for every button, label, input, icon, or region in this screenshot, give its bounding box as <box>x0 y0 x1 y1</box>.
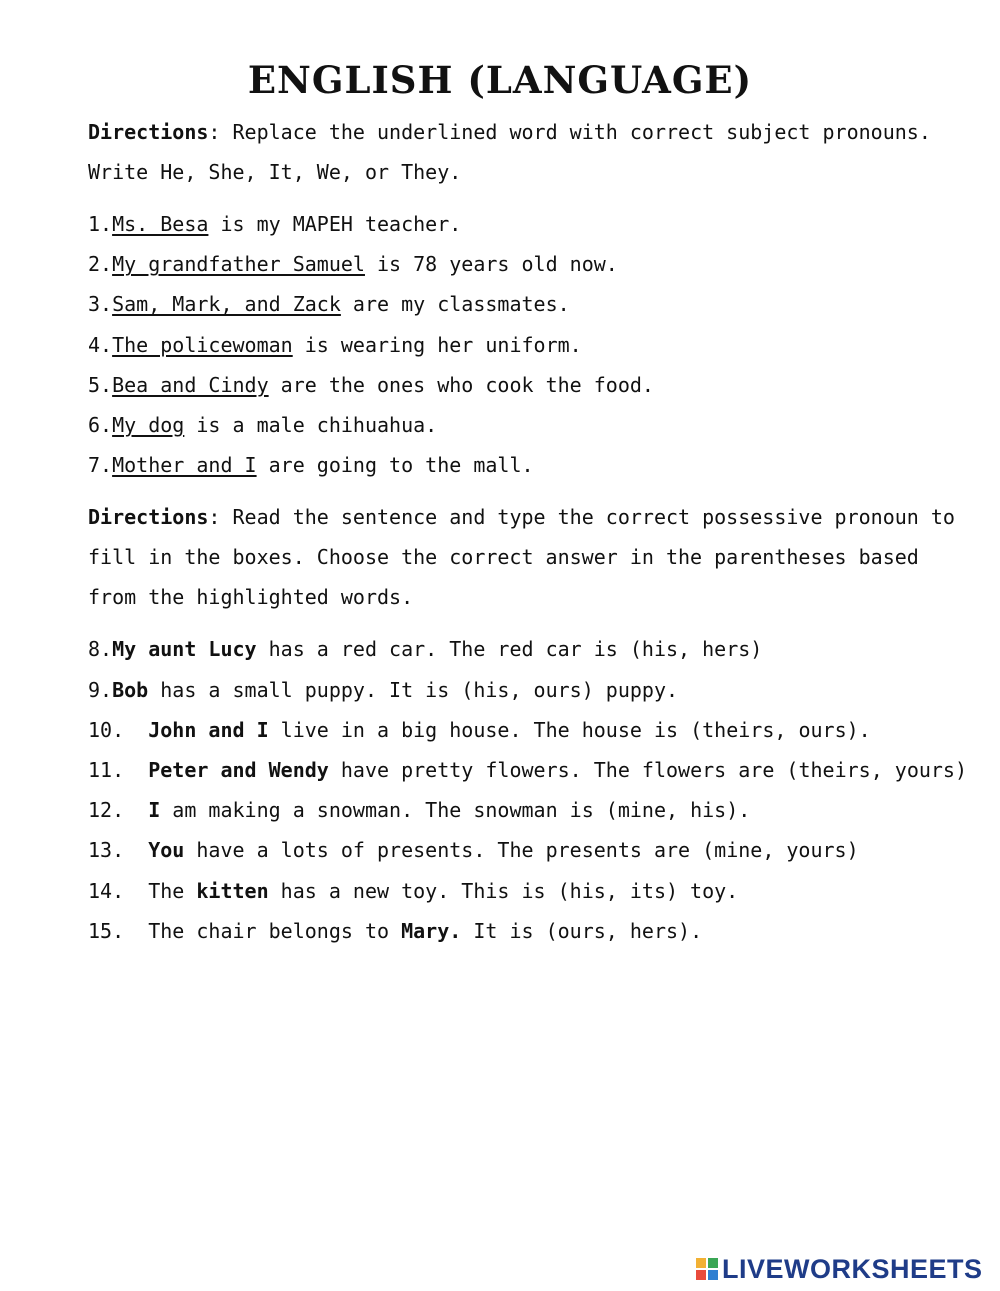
question-prefix: The <box>124 878 197 903</box>
question-prefix <box>124 798 148 822</box>
question-number: 2. <box>88 252 113 277</box>
question-text: have pretty flowers. The flowers are (theirs, yours) <box>328 758 968 783</box>
liveworksheets-logo <box>696 1254 983 1284</box>
question-text: live in a big house. The house is (theirs, ours). <box>268 717 871 742</box>
question-number: 9. <box>88 677 113 702</box>
highlighted-words: John and I <box>148 717 269 742</box>
underlined-subject: My grandfather Samuel <box>112 252 365 277</box>
question-number: 6. <box>88 413 113 438</box>
question-number: 14. <box>88 878 125 903</box>
question-number: 15. <box>88 918 125 943</box>
directions-text: : Replace the underlined word with correct subject pronouns. Write He, She, It, We, or They. <box>88 120 943 184</box>
subject-pronoun-list <box>88 204 968 485</box>
page-title: ENGLISH (LANGUAGE) <box>247 58 753 102</box>
logo-text: LIVEWORKSHEETS <box>722 1253 983 1284</box>
question-text: is 78 years old now. <box>364 252 618 277</box>
highlighted-words: I <box>148 798 161 823</box>
highlighted-words: Bob <box>112 677 149 702</box>
underlined-subject: My dog <box>112 413 185 438</box>
question-text: is a male chihuahua. <box>184 413 438 438</box>
question-item <box>88 670 968 710</box>
question-item <box>88 445 968 485</box>
question-text: are my classmates. <box>340 292 570 317</box>
question-item <box>88 750 968 790</box>
logo-block <box>708 1270 718 1280</box>
question-text: has a red car. The red car is (his, hers) <box>256 637 763 662</box>
logo-block <box>696 1258 706 1268</box>
question-number: 4. <box>88 332 113 357</box>
question-number: 7. <box>88 453 113 478</box>
question-text: are the ones who cook the food. <box>268 372 654 397</box>
question-prefix: The chair belongs to <box>124 918 402 943</box>
question-item <box>88 244 968 284</box>
question-text: is wearing her uniform. <box>292 332 582 357</box>
question-item <box>88 871 968 911</box>
question-number: 12. <box>88 798 125 823</box>
highlighted-words: kitten <box>196 878 269 903</box>
worksheet-body <box>88 112 968 951</box>
directions-possessive-pronouns <box>88 497 968 617</box>
question-item <box>88 405 968 445</box>
underlined-subject: Ms. Besa <box>112 212 209 236</box>
logo-blocks-icon <box>696 1258 718 1280</box>
directions-text: : Read the sentence and type the correct possessive pronoun to fill in the boxes. Choose the correct answer in the parentheses based from the highlighted words. <box>88 505 968 610</box>
question-text: have a lots of presents. The presents are (mine, yours) <box>184 838 859 863</box>
directions-label: Directions <box>88 120 209 144</box>
logo-block <box>696 1270 706 1280</box>
question-number: 10. <box>88 717 125 742</box>
question-number: 11. <box>88 758 125 783</box>
question-item <box>88 629 968 669</box>
question-item <box>88 790 968 830</box>
question-text: are going to the mall. <box>256 453 534 478</box>
underlined-subject: Mother and I <box>112 453 257 478</box>
question-prefix <box>124 718 148 742</box>
directions-label: Directions <box>88 505 209 530</box>
question-text: It is (ours, hers). <box>461 918 703 943</box>
question-item <box>88 365 968 405</box>
question-text: has a small puppy. It is (his, ours) puppy. <box>148 677 679 702</box>
question-text: has a new toy. This is (his, its) toy. <box>268 878 739 903</box>
question-number: 5. <box>88 372 113 397</box>
highlighted-words: You <box>148 838 185 863</box>
possessive-pronoun-list <box>88 629 968 951</box>
question-prefix <box>124 838 148 862</box>
question-text: am making a snowman. The snowman is (mine, his). <box>160 798 751 823</box>
question-text: is my MAPEH teacher. <box>208 212 462 236</box>
highlighted-words: My aunt Lucy <box>112 637 257 662</box>
highlighted-words: Peter and Wendy <box>148 758 329 783</box>
question-item <box>88 284 968 324</box>
underlined-subject: The policewoman <box>112 332 293 357</box>
question-item <box>88 325 968 365</box>
question-number: 13. <box>88 838 125 863</box>
underlined-subject: Bea and Cindy <box>112 372 269 397</box>
question-number: 1. <box>88 212 113 236</box>
question-item <box>88 710 968 750</box>
directions-subject-pronouns <box>88 112 968 192</box>
question-number: 8. <box>88 637 113 662</box>
highlighted-words: Mary. <box>401 918 462 943</box>
question-prefix <box>124 758 148 782</box>
question-item <box>88 204 968 244</box>
question-number: 3. <box>88 292 113 317</box>
logo-block <box>708 1258 718 1268</box>
question-item <box>88 830 968 870</box>
underlined-subject: Sam, Mark, and Zack <box>112 292 341 317</box>
question-item <box>88 911 968 951</box>
